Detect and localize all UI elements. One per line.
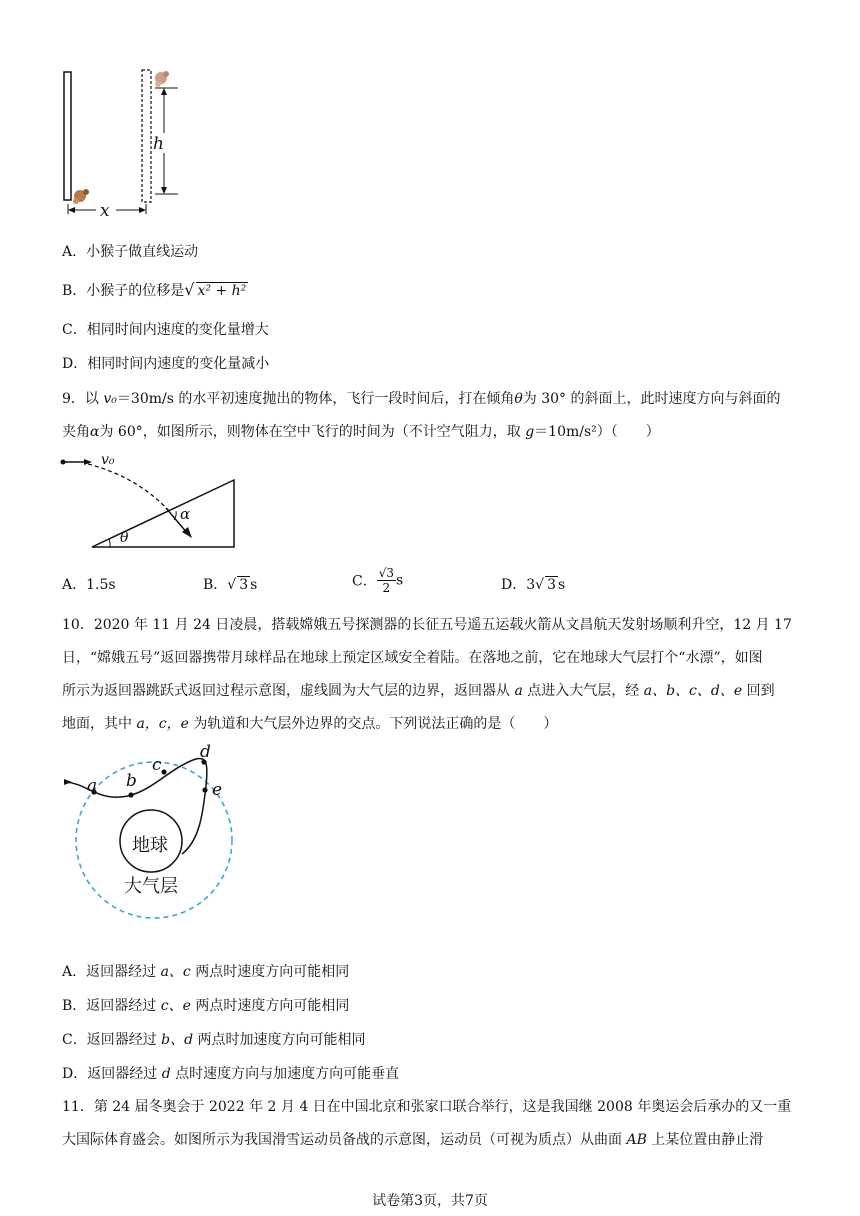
label-alpha: α: [180, 505, 191, 523]
q10-option-c: C．返回器经过 b、d 两点时加速度方向可能相同: [62, 1032, 366, 1048]
monkey-pole-figure: [58, 66, 188, 226]
point-e-label: e: [212, 780, 223, 800]
monkey-top-icon: [155, 71, 169, 87]
page-footer: 试卷第3页，共7页: [372, 1193, 488, 1209]
monkey-bottom-icon: [73, 189, 89, 204]
point-b-label: b: [126, 771, 137, 791]
label-theta: θ: [120, 530, 129, 546]
q8-option-a: A．小猴子做直线运动: [62, 244, 199, 260]
q10-option-d: D．返回器经过 d 点时速度方向与加速度方向可能垂直: [62, 1066, 400, 1082]
q9-stem-line2: 夹角α为 60°，如图所示，则物体在空中飞行的时间为（不计空气阻力，取 g＝10m/s²）（ ）: [62, 424, 660, 440]
label-h: h: [153, 134, 164, 154]
q11-stem-line1: 11．第 24 届冬奥会于 2022 年 2 月 4 日在中国北京和张家口联合举行，这是我国继 2008 年奥运会后承办的又一重: [62, 1099, 792, 1115]
earth-label: 地球: [132, 835, 168, 856]
q9-option-a: A．1.5s: [62, 577, 116, 593]
q10-stem-line2: 日，“嫦娥五号”返回器携带月球样品在地球上预定区域安全着陆。在落地之前，它在地球大气层打个“水漂”，如图: [62, 650, 763, 666]
q10-stem-line4: 地面，其中 a，c，e 为轨道和大气层外边界的交点。下列说法正确的是（ ）: [62, 716, 558, 732]
q10-stem-line3: 所示为返回器跳跃式返回过程示意图，虚线圆为大气层的边界，返回器从 a 点进入大气层，经 a、b、c、d、e 回到: [62, 683, 775, 699]
q10-stem-line1: 10．2020 年 11 月 24 日凌晨，搭载嫦娥五号探测器的长征五号遥五运载火箭从文昌航天发射场顺利升空，12 月 17: [62, 617, 792, 633]
label-v0: v₀: [101, 452, 115, 468]
q8-option-b: B．小猴子的位移是√ x² + h²: [62, 280, 247, 299]
q9-option-d: D．3√ 3 s: [501, 577, 566, 593]
atmosphere-label: 大气层: [124, 876, 178, 897]
q10-option-b: B．返回器经过 c、e 两点时速度方向可能相同: [62, 998, 350, 1014]
q11-stem-line2: 大国际体育盛会。如图所示为我国滑雪运动员备战的示意图，运动员（可视为质点）从曲面 AB 上某位置由静止滑: [62, 1132, 764, 1148]
q9-stem-line1: 9．以 v₀＝30m/s 的水平初速度抛出的物体，飞行一段时间后，打在倾角θ为 30° 的斜面上，此时速度方向与斜面的: [62, 391, 781, 407]
q9-option-c: C． $\frac{√3}{2}$ s: [352, 566, 404, 595]
q8-option-c: C．相同时间内速度的变化量增大: [62, 322, 269, 338]
q10-option-a: A．返回器经过 a、c 两点时速度方向可能相同: [62, 964, 350, 980]
label-x: x: [100, 201, 110, 221]
q9-option-b: B．√ 3 s: [203, 577, 258, 593]
point-c-label: c: [152, 755, 162, 775]
point-a-label: a: [87, 776, 98, 796]
point-d-label: d: [200, 742, 211, 762]
q8-option-d: D．相同时间内速度的变化量减小: [62, 356, 270, 372]
incline-projectile-figure: [58, 452, 248, 552]
